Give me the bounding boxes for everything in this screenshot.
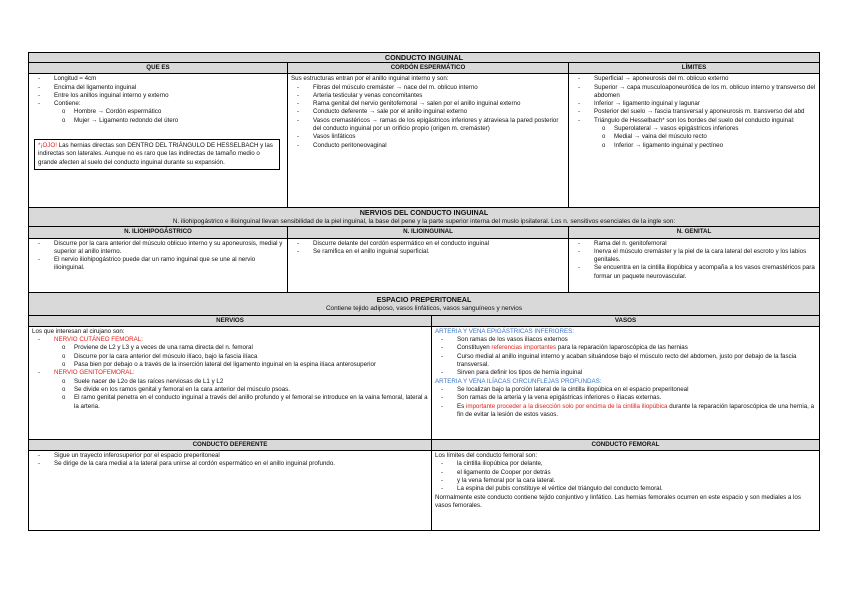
list-item: - Son ramas de los vasos ilíacos externos [457, 336, 816, 344]
list-item: - Rama del n. genitofemoral [594, 240, 816, 248]
vasos-cell [431, 327, 819, 439]
que-es-cell [29, 74, 287, 207]
list-item: o Superolateral → vasos epigástricos inferiores [614, 125, 816, 133]
list-item: o Proviene de L2 y L3 y a veces de una rama directa del n. femoral [74, 344, 428, 352]
conductos-content-row [28, 451, 820, 531]
list-item: o Inferior → ligamento inguinal y pectíneo [614, 142, 816, 150]
inguinal-canal-table [28, 52, 820, 531]
list-item: o Se divide en los ramos genital y femoral en la cara anterior del músculo psoas. [74, 386, 428, 394]
header-vasos: VASOS [431, 316, 819, 326]
femoral-cell [431, 451, 819, 530]
hesselbach-sublist [594, 125, 816, 150]
list-item: - Curso medial al anillo inguinal interno y acaban situándose bajo el músculo recto del abdomen, justo por debajo de la fascia transversal. [457, 353, 816, 370]
list-item: o Suele nacer de L2o de las raíces nerviosas de L1 y L2 [74, 378, 428, 386]
list-item: - Sigue un trayecto inferosuperior por el espacio preperitoneal [54, 452, 428, 460]
list-item: o El ramo genital penetra en el conducto inguinal a través del anillo profundo y el femoral se introduce en la vaina femoral, lateral a la arteria. [74, 394, 428, 411]
list-item [594, 117, 816, 150]
nerves-title: NERVIOS DEL CONDUCTO INGUINAL [359, 208, 489, 218]
list-item: - Conducto peritoneovaginal [313, 142, 565, 150]
preperitoneal-subtitle: Contiene tejido adiposo, vasos linfáticos, vasos sanguíneos y nervios [325, 304, 523, 312]
cordon-intro: Sus estructuras entran por el anillo inguinal interno y son: [291, 75, 449, 83]
list-item: - Conducto deferente → sale por el anillo inguinal externo [313, 108, 565, 116]
preperitoneal-title: ESPACIO PREPERITONEAL [376, 294, 472, 304]
list-item: o Medial → vaina del músculo recto [614, 133, 816, 141]
conductos-header-row [28, 440, 820, 451]
page-title: CONDUCTO INGUINAL [384, 53, 464, 62]
ilioinguinal-cell [287, 239, 568, 292]
list-item: - La espina del pubis constituye el vértice del triángulo del conducto femoral. [457, 485, 816, 493]
list-item: - El nervio iliohipogástrico puede dar un ramo inguinal que se une al nervio ilioinguinal. [54, 256, 284, 273]
hernia-warning-box [34, 139, 280, 170]
list-item [54, 100, 284, 125]
nerves-header-row [28, 227, 820, 238]
list-item: - Encima del ligamento inguinal [54, 84, 284, 92]
cutaneo-femoral-title: NERVIO CUTÁNEO FEMORAL: [54, 336, 143, 344]
limites-cell [568, 74, 819, 207]
list-item: - Se localizan bajo la porción lateral de la cintilla iliopúbica en el espacio preperitoneal [457, 386, 816, 394]
header-ilioinguinal: N. ILIOINGUINAL [287, 227, 568, 237]
epigastricas-title: ARTERIA Y VENA EPIGÁSTRICAS INFERIORES: [435, 327, 574, 335]
list-item: - Superficial → aponeurosis del m. oblicuo externo [594, 75, 816, 83]
preperitoneal-content-row [28, 327, 820, 440]
list-item: - Es importante proceder a la disección solo por encima de la cintilla iliopúbica durante la reparación laparoscópica de una hernia, a fin de evitar la lesión de estos vasos. [457, 403, 816, 420]
list-item: - el ligamento de Cooper por detrás [457, 469, 816, 477]
list-item: - Sirven para definir los tipos de hernia inguinal [457, 369, 816, 377]
genitofemoral-title: NERVIO GENITOFEMORAL: [54, 369, 135, 377]
femoral-intro: Los límites del conducto femoral son: [435, 452, 538, 460]
list-item: - Se ramifica en el anillo inguinal superficial. [313, 248, 565, 256]
section1-content-row [28, 74, 820, 208]
table-title-row [28, 52, 820, 63]
list-item: - Son ramas de la arteria y la vena epigástricas inferiores o ilíacas externas. [457, 394, 816, 402]
limites-list [572, 75, 816, 150]
list-item: - Discurre por la cara anterior del músculo oblicuo interno y su aponeurosis, medial y superior al anillo interno. [54, 240, 284, 257]
preperitoneal-header-row [28, 316, 820, 327]
section1-header-row [28, 63, 820, 74]
deferente-cell [29, 451, 431, 530]
list-item: - Longitud ≈ 4cm [54, 75, 284, 83]
list-item: - y la vena femoral por la cara lateral. [457, 477, 816, 485]
genital-cell [568, 239, 819, 292]
preperitoneal-title-row [28, 293, 820, 316]
header-iliohipogastrico: N. ILIOHIPOGÁSTRICO [124, 228, 192, 236]
header-femoral: CONDUCTO FEMORAL [431, 440, 819, 450]
header-deferente: CONDUCTO DEFERENTE [192, 440, 268, 448]
nerves-content-row [28, 239, 820, 293]
nervios-cell [29, 327, 431, 439]
circunflejas-title: ARTERIA Y VENA ILÍACAS CIRCUNFLEJAS PROFUNDAS: [435, 377, 602, 385]
list-item: - Vasos linfáticos [313, 133, 565, 141]
list-item [54, 369, 428, 410]
contiene-label: Contiene: [54, 100, 81, 108]
header-nervios: NERVIOS [216, 316, 244, 324]
cordon-cell [287, 74, 568, 207]
list-item: - Fibras del músculo cremáster → nace del m. oblicuo interno [313, 84, 565, 92]
list-item: - Posterior del suelo → fascia transversal y aponeurosis m. transverso del abd [594, 108, 816, 116]
list-item: o Mujer → Ligamento redondo del útero [74, 117, 284, 125]
list-item: - la cintilla iliopúbica por delante, [457, 460, 816, 468]
nerves-title-row [28, 208, 820, 227]
warning-text: Las hernias directas son DENTRO DEL TRIÁNGULO DE HESSELBACH y las indirectas son laterales. Aunque no es raro que las indirectas de tamaño medio o grande afecten al suelo del conducto inguinal durante su expansión. [38, 142, 273, 166]
header-genital: N. GENITAL [568, 227, 819, 237]
iliohipogastrico-cell [29, 239, 287, 292]
list-item: - Discurre delante del cordón espermático en el conducto inguinal [313, 240, 565, 248]
list-item: o Discurre por la cara anterior del músculo ilíaco, bajo la fascia ilíaca [74, 353, 428, 361]
list-item: - Vasos cremastéricos → ramas de los epigástricos inferiores y atraviesa la pared posterior del conducto inguinal por un orificio propio (origen m. cremáster) [313, 117, 565, 134]
list-item: - Superior → capa musculoaponeurótica de los m. oblicuo interno y transverso del abdomen [594, 84, 816, 101]
warning-prefix: *¡OJO! [38, 142, 59, 150]
list-item: - Se encuentra en la cintilla iliopúbica y acompaña a los vasos cremastéricos para formar un paquete neurovascular. [594, 264, 816, 281]
list-item [54, 336, 428, 369]
list-item: - Se dirige de la cara medial a la lateral para unirse al cordón espermático en el anillo inguinal profundo. [54, 460, 428, 468]
cordon-list [291, 84, 565, 150]
hesselbach-label: Triángulo de Hesselbach* son los bordes del suelo del conducto inguinal: [594, 116, 795, 124]
list-item: - Arteria testicular y venas concomitantes [313, 92, 565, 100]
list-item: - Constituyen referencias importantes para la reparación laparoscópica de las hernias [457, 344, 816, 352]
list-item: o Hombre → Cordón espermático [74, 108, 284, 116]
nerves-subtitle: N. iliohipogástrico e ilioinguinal llevan sensibilidad de la piel inguinal, la base del pene y la parte superior interna del muslo ipsilateral. Los n. sensitivos esenciales de la ingle son: [172, 218, 676, 226]
header-limites: LÍMITES [568, 63, 819, 73]
que-es-list [32, 75, 284, 125]
nervios-intro: Los que interesan al cirujano son: [32, 327, 125, 335]
contiene-sublist [54, 108, 284, 125]
list-item: - Entre los anillos inguinal interno y externo [54, 92, 284, 100]
header-que-es: QUE ES [146, 64, 170, 71]
list-item: - Rama genital del nervio genitofemoral → salen por el anillo inguinal externo [313, 100, 565, 108]
header-cordon: CORDÓN ESPERMÁTICO [287, 63, 568, 73]
list-item: - Inferior → ligamento inguinal y lagunar [594, 100, 816, 108]
femoral-outro: Normalmente este conducto contiene tejido conjuntivo y linfático. Las hernias femorales ocurren en este espacio y son mediales a los vasos femorales. [435, 493, 801, 509]
list-item: o Pasa bien por debajo o a través de la inserción lateral del ligamento inguinal en la espina ilíaca anterosuperior [74, 361, 428, 369]
list-item: - Inerva el músculo cremáster y la piel de la cara lateral del escroto y los labios genitales. [594, 248, 816, 265]
